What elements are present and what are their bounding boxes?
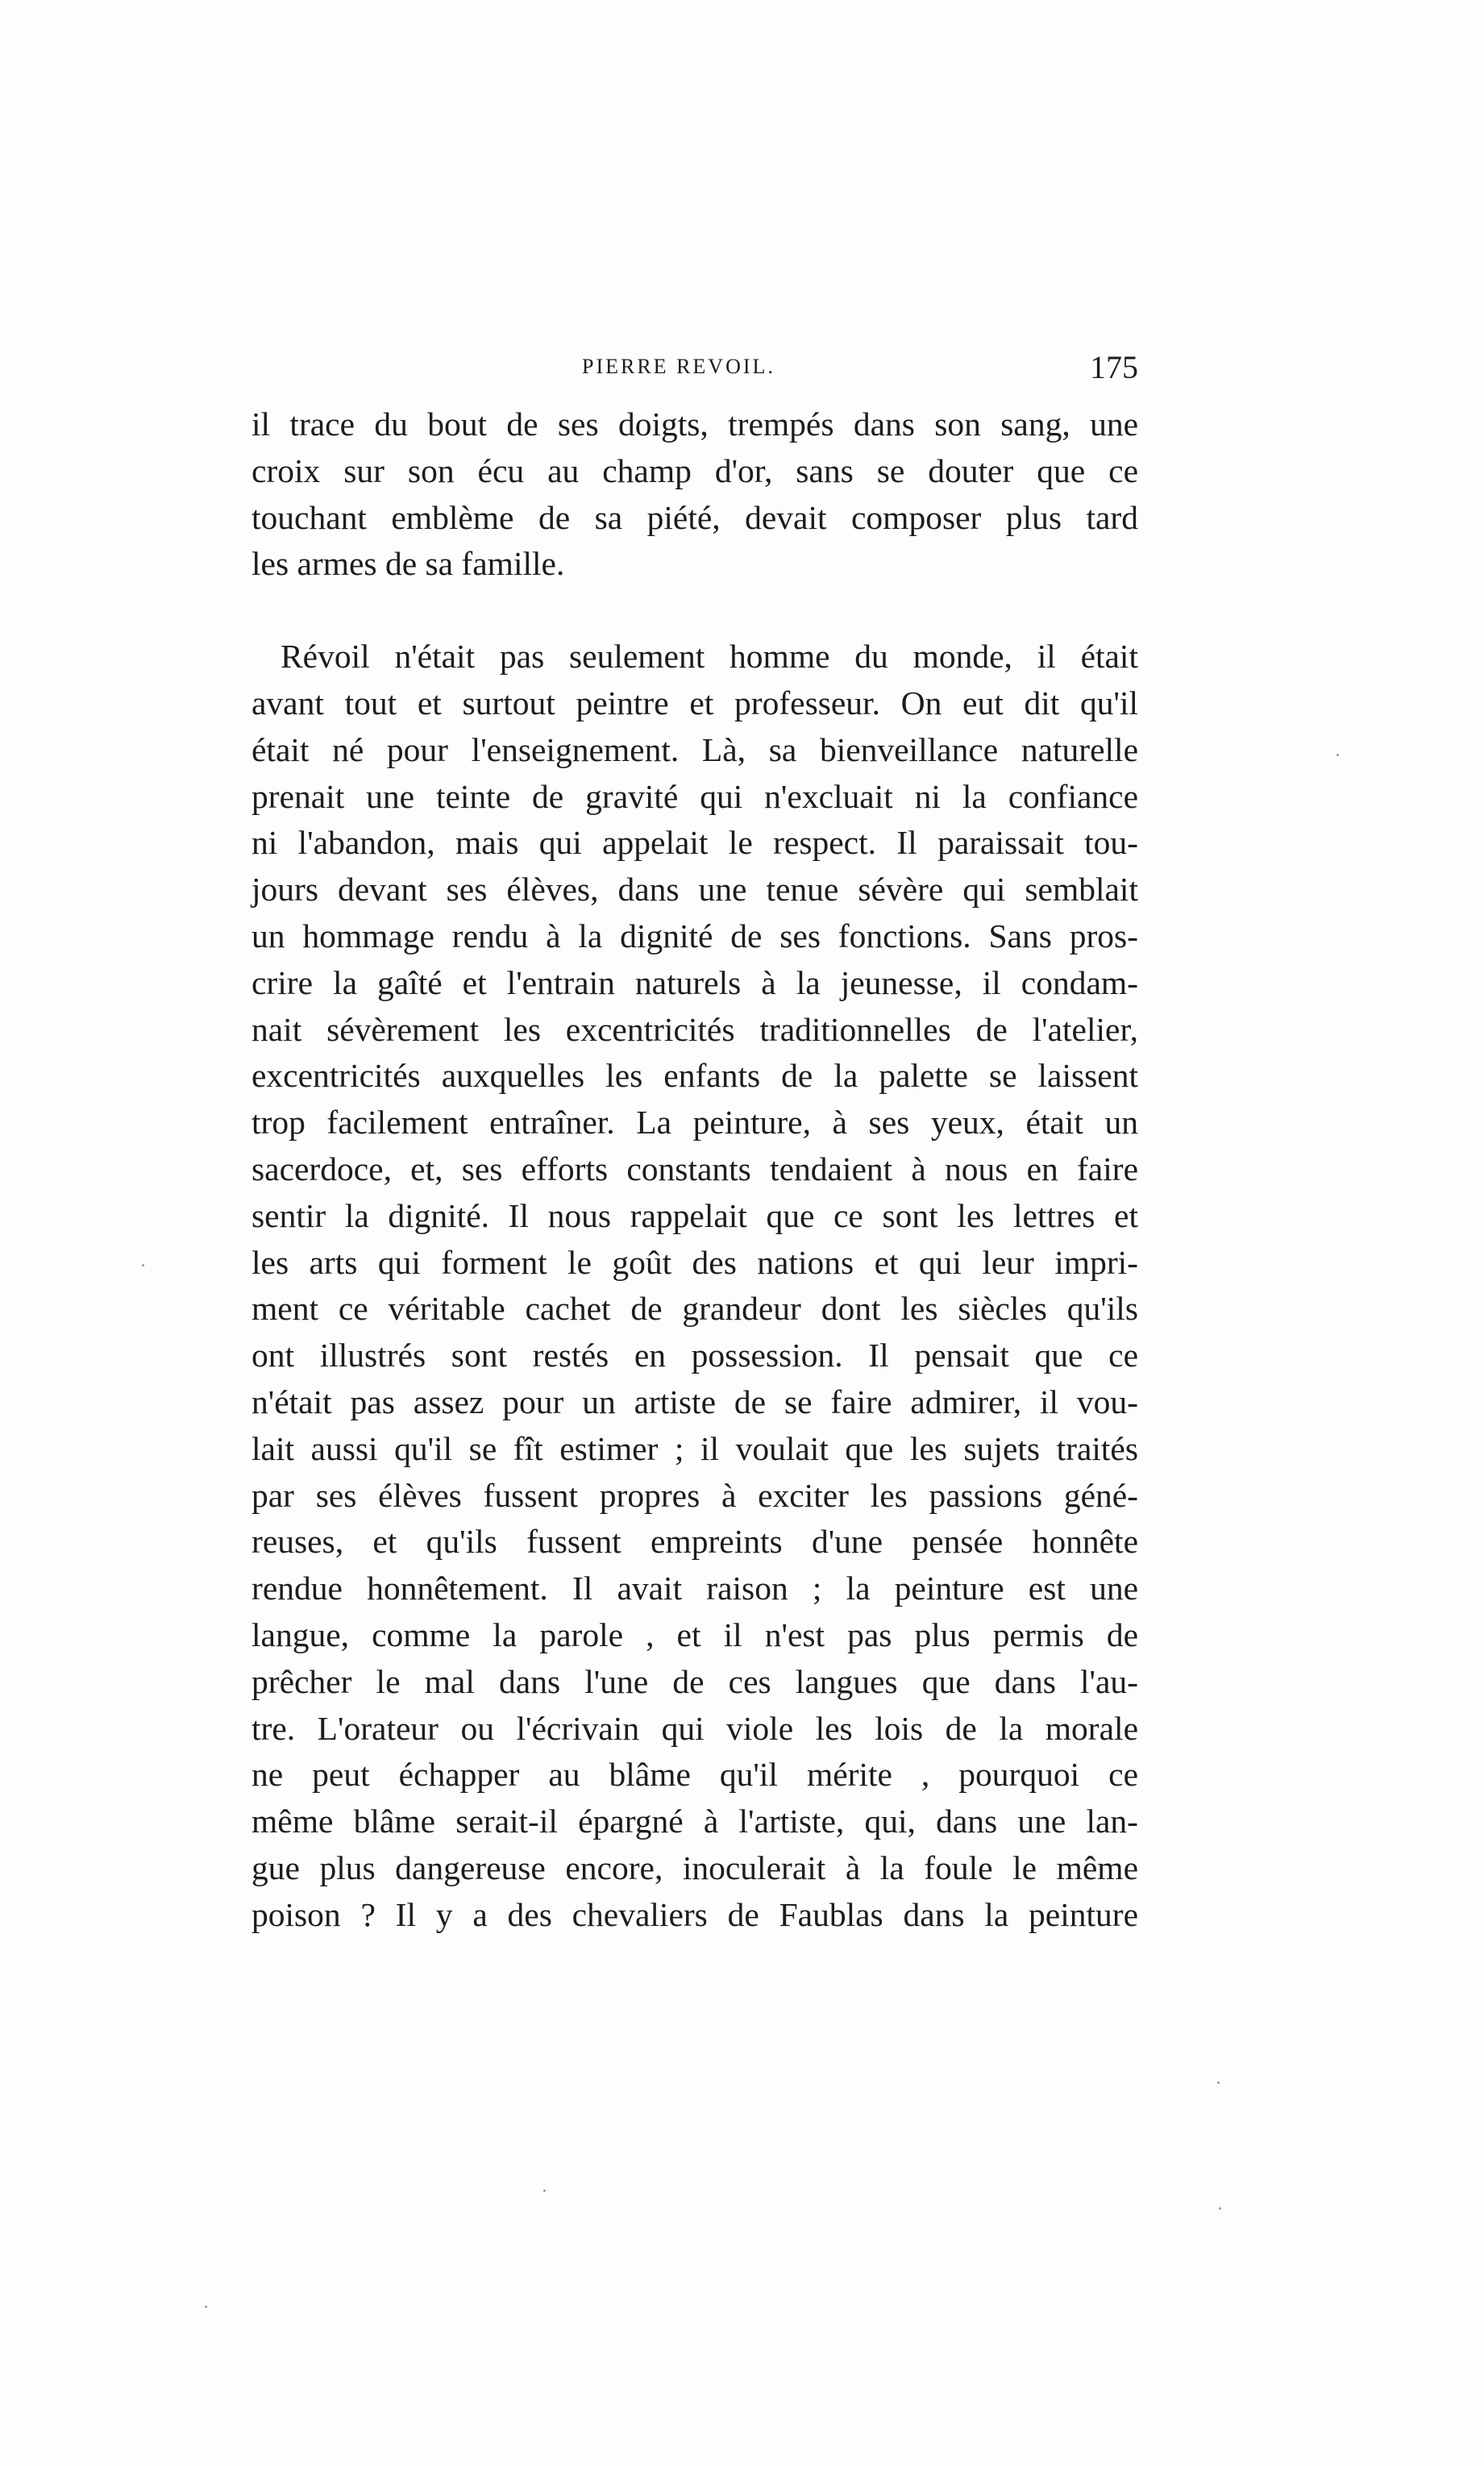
text-line: sentir la dignité. Il nous rappelait que ce sont les lettres et <box>251 1196 1138 1234</box>
text-line: ment ce véritable cachet de grandeur dont les siècles qu'ils <box>251 1290 1138 1328</box>
text-line: sacerdoce, et, ses efforts constants tendaient à nous en faire <box>251 1150 1138 1187</box>
text-line: Révoil n'était pas seulement homme du monde, il était <box>281 638 1138 676</box>
text-line: rendue honnêtement. Il avait raison ; la peinture est une <box>251 1570 1138 1607</box>
text-line: poison ? Il y a des chevaliers de Faublas dans la peinture <box>251 1895 1138 1933</box>
text-line: crire la gaîté et l'entrain naturels à la jeunesse, il condam- <box>251 963 1138 1001</box>
paragraph <box>251 401 1138 588</box>
scan-speck <box>1219 2207 1221 2210</box>
text-line: lait aussi qu'il se fît estimer ; il voulait que les sujets traités <box>251 1429 1138 1467</box>
text-line: nait sévèrement les excentricités traditionnelles de l'atelier, <box>251 1010 1138 1048</box>
text-line: était né pour l'enseignement. Là, sa bienveillance naturelle <box>251 730 1138 768</box>
text-line: ni l'abandon, mais qui appelait le respect. Il paraissait tou- <box>251 824 1138 862</box>
scan-speck <box>543 2189 546 2192</box>
text-line: gue plus dangereuse encore, inoculerait à la foule le même <box>251 1848 1138 1886</box>
text-line: ne peut échapper au blâme qu'il mérite , pourquoi ce <box>251 1756 1138 1794</box>
running-head <box>251 348 1138 389</box>
text-line: excentricités auxquelles les enfants de la palette se laissent <box>251 1057 1138 1095</box>
text-line: reuses, et qu'ils fussent empreints d'une pensée honnête <box>251 1523 1138 1561</box>
page-number: 175 <box>1090 349 1138 385</box>
text-line: trop facilement entraîner. La peinture, à ses yeux, était un <box>251 1104 1138 1142</box>
text-line: touchant emblème de sa piété, devait composer plus tard <box>251 498 1138 536</box>
scan-speck <box>205 2306 207 2308</box>
text-line: par ses élèves fussent propres à exciter les passions géné- <box>251 1476 1138 1514</box>
text-line: jours devant ses élèves, dans une tenue sévère qui semblait <box>251 871 1138 909</box>
text-line: croix sur son écu au champ d'or, sans se douter que ce <box>251 451 1138 489</box>
text-line: tre. L'orateur ou l'écrivain qui viole les lois de la morale <box>251 1709 1138 1747</box>
text-line: prêcher le mal dans l'une de ces langues que dans l'au- <box>251 1662 1138 1700</box>
text-line: un hommage rendu à la dignité de ses fonctions. Sans pros- <box>251 917 1138 954</box>
text-line: il trace du bout de ses doigts, trempés dans son sang, une <box>251 405 1138 443</box>
scan-speck <box>1336 754 1339 756</box>
text-line: même blâme serait-il épargné à l'artiste, qui, dans une lan- <box>251 1803 1138 1840</box>
paragraph-gap <box>251 588 1138 634</box>
text-line: ont illustrés sont restés en possession. Il pensait que ce <box>251 1337 1138 1374</box>
body-text <box>251 401 1138 1939</box>
text-line: les arts qui forment le goût des nations et qui leur impri- <box>251 1243 1138 1281</box>
scan-speck <box>1217 2081 1220 2084</box>
text-line: langue, comme la parole , et il n'est pas plus permis de <box>251 1616 1138 1653</box>
text-line: avant tout et surtout peintre et professeur. On eut dit qu'il <box>251 684 1138 722</box>
running-title: PIERRE REVOIL. <box>582 355 775 378</box>
paragraph <box>251 634 1138 1938</box>
text-line: prenait une teinte de gravité qui n'excluait ni la confiance <box>251 777 1138 815</box>
text-line: les armes de sa famille. <box>251 545 565 583</box>
scan-speck <box>142 1264 144 1266</box>
text-line: n'était pas assez pour un artiste de se faire admirer, il vou- <box>251 1383 1138 1420</box>
